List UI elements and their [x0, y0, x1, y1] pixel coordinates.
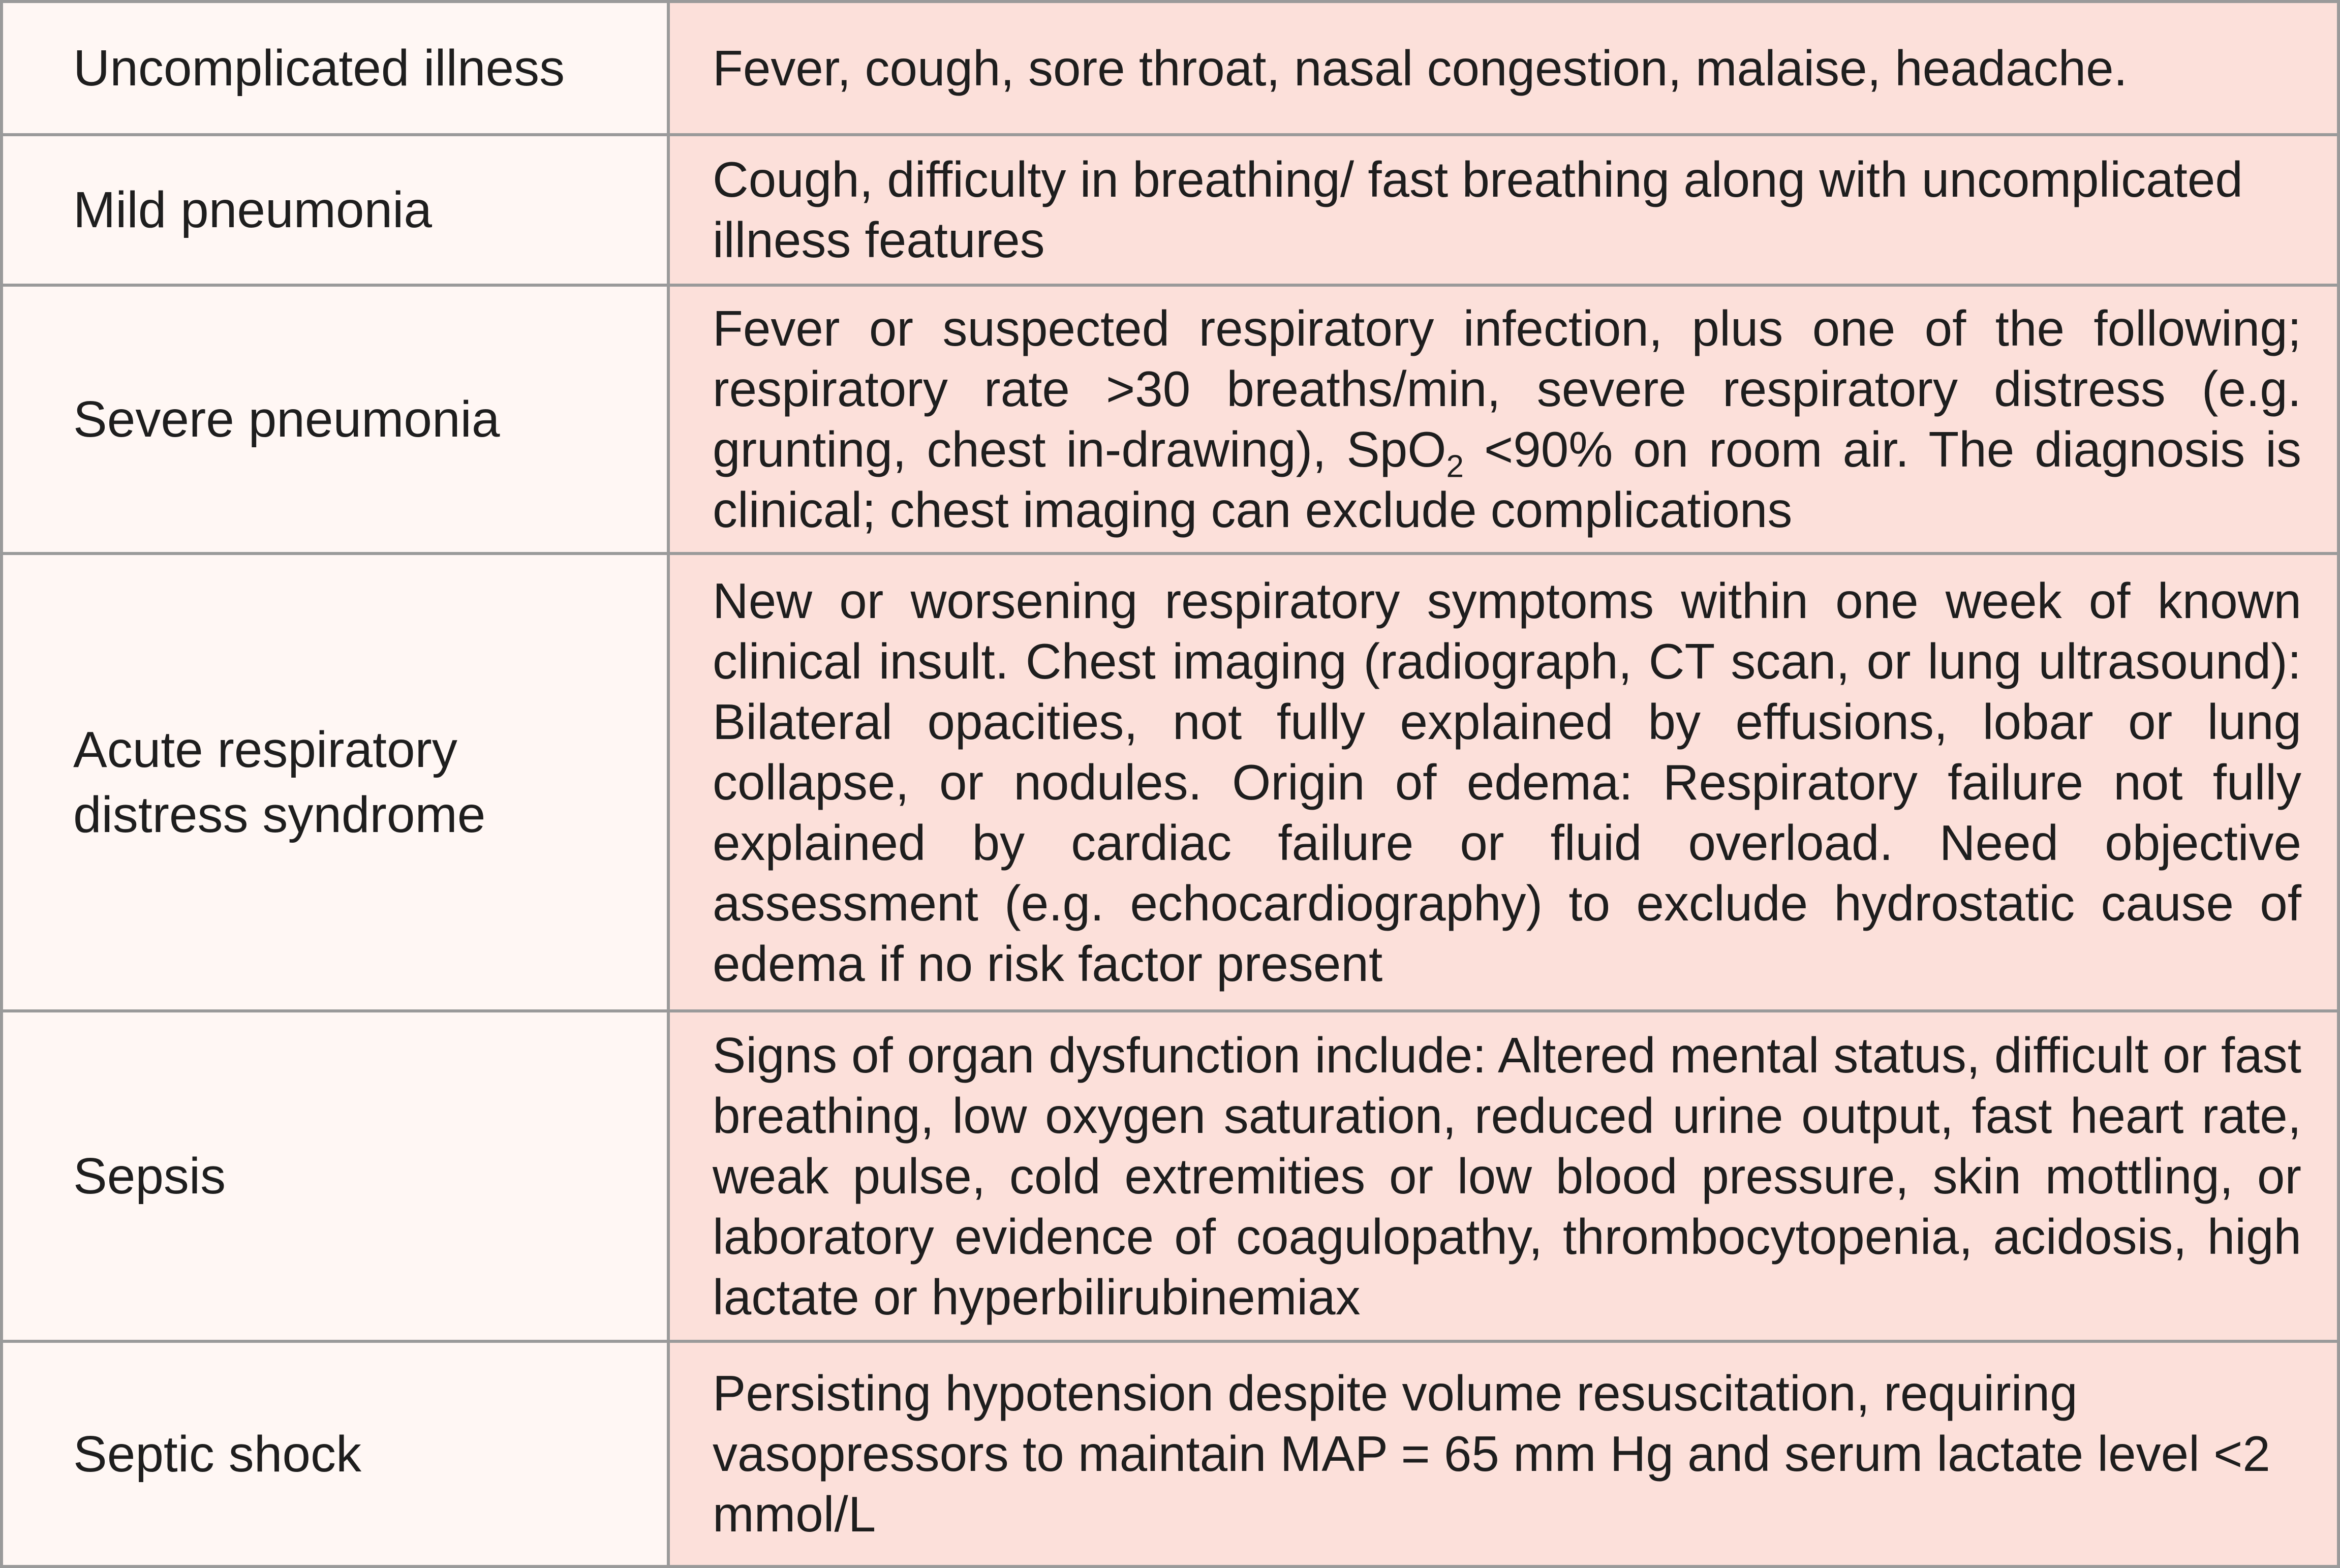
- description-cell: Cough, difficulty in breathing/ fast breathing along with uncomplicated illness features: [668, 135, 2338, 285]
- description-cell: Signs of organ dysfunction include: Altered mental status, difficult or fast breathing, low oxygen saturation, reduced urine output, fast heart rate, weak pulse, cold extremities or low blood pressure, skin mottling, or laboratory evidence of coagulopathy, thrombocytopenia, acidosis, high lactate or hyperbilirubinemiax: [668, 1011, 2338, 1341]
- subscript: 2: [1446, 449, 1464, 484]
- description-text: Fever or suspected respiratory infection, plus one of the following; respiratory rate >30 breaths/min, severe respiratory distress (e.g. grunting, chest in-drawing), SpO: [713, 300, 2301, 477]
- table-row: [2, 135, 2338, 285]
- table-row: [2, 1341, 2338, 1566]
- description-text: <90% on room air. The diagnosis is clinical; chest imaging can exclude complications: [713, 421, 2301, 538]
- description-cell: Persisting hypotension despite volume resuscitation, requiring vasopressors to maintain MAP = 65 mm Hg and serum lactate level <2 mmol/L: [668, 1341, 2338, 1566]
- description-cell: New or worsening respiratory symptoms within one week of known clinical insult. Chest imaging (radiograph, CT scan, or lung ultrasound): Bilateral opacities, not fully explained by effusions, lobar or lung collapse, or nodules. Origin of edema: Respiratory failure not fully explained by cardiac failure or fluid overload. Need objective assessment (e.g. echocardiography) to exclude hydrostatic cause of edema if no risk factor present: [668, 554, 2338, 1011]
- term-cell: Uncomplicated illness: [2, 2, 668, 135]
- table-row: [2, 285, 2338, 554]
- term-cell: Sepsis: [2, 1011, 668, 1341]
- description-cell: [668, 285, 2338, 554]
- description-cell: Fever, cough, sore throat, nasal congestion, malaise, headache.: [668, 2, 2338, 135]
- table-row: [2, 554, 2338, 1011]
- table-row: [2, 1011, 2338, 1341]
- term-cell: Mild pneumonia: [2, 135, 668, 285]
- table-row: [2, 2, 2338, 135]
- term-cell: Acute respiratory distress syndrome: [2, 554, 668, 1011]
- term-cell: Severe pneumonia: [2, 285, 668, 554]
- term-cell: Septic shock: [2, 1341, 668, 1566]
